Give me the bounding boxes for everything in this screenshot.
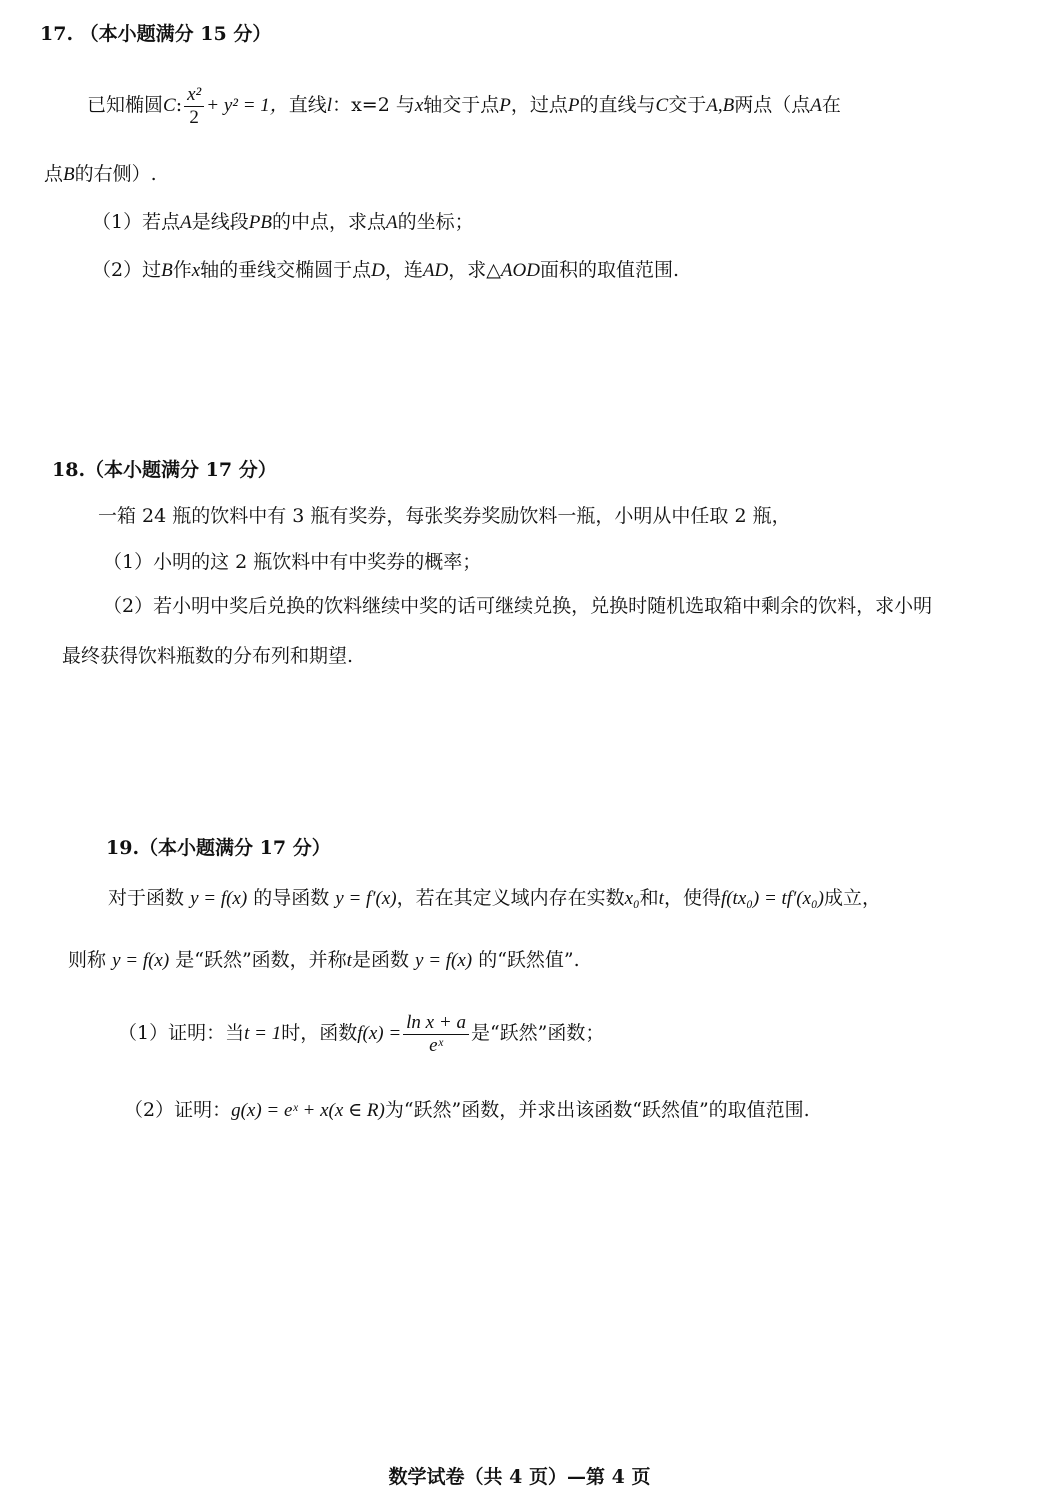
q17-frac-num: x² (184, 84, 204, 107)
q17-eq-rest: + y² = 1， (206, 95, 289, 116)
q17-part1 (92, 208, 474, 237)
q17-part1-A2: A (385, 212, 398, 233)
q19-line2 (68, 946, 580, 975)
q19-l1-fx: y = f(x) (190, 888, 248, 909)
q17-points-ab: A,B (706, 95, 735, 116)
q19-l1-e: ，使得 (663, 887, 721, 909)
q17-meets: 的直线与 (579, 94, 656, 116)
q17-part2-b: 作 (172, 259, 192, 281)
q17-stem-text: 已知椭圆 (87, 94, 164, 116)
q19-l1-t: t (658, 888, 664, 909)
q17-curve: C (163, 95, 176, 116)
q17-stem-b: 点 (44, 163, 64, 185)
q19-p1-num: ln x + a (403, 1012, 469, 1035)
q17-part2-f: 面积的取值范围. (539, 259, 679, 281)
q17-part2-c: 轴的垂线交椭圆于点 (200, 259, 372, 281)
q17-part2-AD: AD (422, 260, 449, 281)
q17-point-p: P (499, 95, 511, 116)
q17-part1-b: 是线段 (191, 211, 249, 233)
q19-p2-b: 为“跃然”函数，并求出该函数“跃然值”的取值范围. (384, 1099, 810, 1121)
q19-l1-c: ，若在其定义域内存在实数 (396, 887, 625, 909)
q17-part1-a: （1）若点 (92, 211, 181, 233)
q17-line-label: 直线 (288, 94, 327, 116)
q19-p1-fraction (403, 1012, 469, 1057)
q18-stem: 一箱 24 瓶的饮料中有 3 瓶有奖券，每张奖券奖励饮料一瓶，小明从中任取 2 瓶， (98, 505, 791, 527)
q17-axis: x (414, 95, 424, 116)
q19-p1-t: t = 1 (244, 1023, 282, 1044)
q17-part1-A: A (180, 212, 192, 233)
q17-part1-c: 的中点，求点 (271, 211, 386, 233)
q17-part2-a: （2）过 (92, 259, 162, 281)
q19-l2-a: 则称 (68, 949, 107, 971)
q19-p1-c: 是“跃然”函数； (470, 1022, 605, 1044)
q17-stem-line1 (87, 80, 841, 131)
q17-point-p2: P (567, 95, 580, 116)
page-footer: 数学试卷（共 4 页）—第 4 页 (388, 1466, 651, 1488)
q19-l1-x0: x₀ (624, 888, 640, 909)
q17-part2-AOD: AOD (500, 260, 540, 281)
q17-line-name: l (326, 95, 333, 116)
q17-fraction (184, 84, 204, 129)
q19-l1-b: 的导函数 (253, 887, 330, 909)
q17-point-b: B (63, 164, 75, 185)
q17-colon: : (175, 94, 183, 116)
q17-frac-den: 2 (189, 106, 199, 128)
q19-l1-f: 成立， (823, 887, 881, 909)
q19-p1-den: eˣ (429, 1034, 443, 1056)
q17-part2-B: B (161, 260, 173, 281)
q17-header: 17. （本小题满分 15 分） (40, 23, 272, 45)
q17-right-side: 的右侧）. (74, 163, 157, 185)
q19-l2-c: 是函数 (351, 949, 409, 971)
q19-part1 (118, 1008, 604, 1059)
q17-through: ，过点 (510, 94, 568, 116)
q19-l1-eq: f(tx₀) = tf′(x₀) (720, 888, 824, 909)
q19-p2-g: g(x) = eˣ + x(x ∈ R) (231, 1100, 385, 1121)
q19-line1 (108, 884, 881, 913)
q17-two-points: 两点（点 (734, 94, 811, 116)
q19-part2 (124, 1096, 810, 1125)
q19-l1-d: 和 (639, 887, 659, 909)
q19-p1-b: 时，函数 (281, 1022, 358, 1044)
q17-curve2: C (655, 95, 669, 116)
q17-stem-line2 (44, 160, 157, 189)
q19-p1-a: （1）证明：当 (118, 1022, 245, 1044)
q17-part1-PB: PB (248, 212, 272, 233)
q18-part1: （1）小明的这 2 瓶饮料中有中奖券的概率； (103, 551, 482, 573)
q17-intersect: 交于 (668, 94, 707, 116)
q19-l1-dfx: y = f′(x) (335, 888, 397, 909)
q17-line-eq: ：x=2 与 (332, 94, 415, 116)
q18-part2-line2: 最终获得饮料瓶数的分布列和期望. (62, 645, 354, 667)
q19-l2-d: 的“跃然值”. (478, 949, 580, 971)
q17-part2 (92, 256, 679, 285)
q19-l2-fx: y = f(x) (112, 950, 170, 971)
q19-header: 19.（本小题满分 17 分） (106, 837, 331, 859)
q19-p1-fx: f(x) = (357, 1023, 402, 1044)
q19-l2-fx2: y = f(x) (415, 950, 473, 971)
q17-part2-x: x (191, 260, 201, 281)
q17-part1-d: 的坐标； (397, 211, 474, 233)
q17-zai: 在 (821, 94, 841, 116)
q17-part2-e: ，求△ (448, 259, 501, 281)
q19-p2-a: （2）证明： (124, 1099, 232, 1121)
q17-part2-d: ，连 (384, 259, 423, 281)
q19-l1-a: 对于函数 (108, 887, 185, 909)
q17-part2-D: D (371, 260, 385, 281)
q17-point-a: A (810, 95, 822, 116)
q18-header: 18.（本小题满分 17 分） (52, 459, 277, 481)
q19-l2-b: 是“跃然”函数，并称 (175, 949, 347, 971)
q17-axis-text: 轴交于点 (423, 94, 500, 116)
q18-part2-line1: （2）若小明中奖后兑换的饮料继续中奖的话可继续兑换，兑换时随机选取箱中剩余的饮料，求小明 (103, 595, 933, 617)
q19-l2-t: t (346, 950, 352, 971)
